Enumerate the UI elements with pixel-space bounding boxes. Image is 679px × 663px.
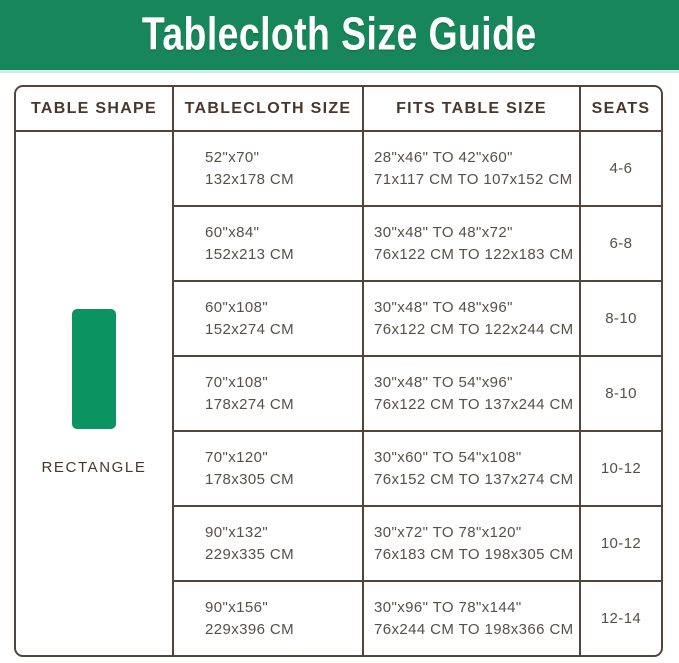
table-row-size bbox=[172, 580, 362, 655]
fits-cm: 76x152 CM TO 137x274 CM bbox=[374, 470, 574, 488]
size-inches: 60"x108" bbox=[205, 298, 269, 316]
table-row-size bbox=[172, 505, 362, 580]
table-row-size bbox=[172, 430, 362, 505]
table-row-fits bbox=[362, 580, 579, 655]
fits-inches: 30"x48" TO 48"x72" bbox=[374, 223, 513, 241]
table-row-fits bbox=[362, 430, 579, 505]
fits-cm: 76x122 CM TO 122x183 CM bbox=[374, 245, 574, 263]
size-guide-table bbox=[14, 85, 663, 657]
table-row-fits bbox=[362, 505, 579, 580]
fits-inches: 30"x48" TO 48"x96" bbox=[374, 298, 513, 316]
column-header-fits-table-size: FITS TABLE SIZE bbox=[362, 87, 579, 130]
size-inches: 60"x84" bbox=[205, 223, 260, 241]
table-row-seats: 8-10 bbox=[579, 355, 661, 430]
table-row-seats: 8-10 bbox=[579, 280, 661, 355]
table-row-seats: 10-12 bbox=[579, 505, 661, 580]
fits-cm: 76x244 CM TO 198x366 CM bbox=[374, 620, 574, 638]
size-cm: 229x396 CM bbox=[205, 620, 295, 638]
column-header-tablecloth-size: TABLECLOTH SIZE bbox=[172, 87, 362, 130]
size-cm: 152x213 CM bbox=[205, 245, 295, 263]
table-row-fits bbox=[362, 205, 579, 280]
fits-cm: 76x183 CM TO 198x305 CM bbox=[374, 545, 574, 563]
table-row-fits bbox=[362, 355, 579, 430]
fits-inches: 30"x96" TO 78"x144" bbox=[374, 598, 522, 616]
table-row-size bbox=[172, 355, 362, 430]
fits-cm: 71x117 CM TO 107x152 CM bbox=[374, 170, 573, 188]
table-row-fits bbox=[362, 130, 579, 205]
shape-label: RECTANGLE bbox=[41, 458, 147, 476]
size-cm: 178x274 CM bbox=[205, 395, 295, 413]
size-cm: 229x335 CM bbox=[205, 545, 295, 563]
table-row-seats: 10-12 bbox=[579, 430, 661, 505]
size-cm: 178x305 CM bbox=[205, 470, 295, 488]
banner-accent-line bbox=[0, 70, 679, 73]
page-title: Tablecloth Size Guide bbox=[142, 8, 537, 61]
title-banner bbox=[0, 0, 679, 70]
fits-cm: 76x122 CM TO 122x244 CM bbox=[374, 320, 574, 338]
rectangle-shape-icon bbox=[72, 309, 116, 429]
table-shape-cell bbox=[16, 130, 172, 655]
size-cm: 132x178 CM bbox=[205, 170, 295, 188]
table-row-size bbox=[172, 130, 362, 205]
table-row-seats: 4-6 bbox=[579, 130, 661, 205]
size-inches: 70"x108" bbox=[205, 373, 269, 391]
table-row-size bbox=[172, 205, 362, 280]
fits-inches: 30"x72" TO 78"x120" bbox=[374, 523, 522, 541]
size-inches: 70"x120" bbox=[205, 448, 269, 466]
fits-inches: 30"x48" TO 54"x96" bbox=[374, 373, 513, 391]
size-inches: 52"x70" bbox=[205, 148, 260, 166]
fits-cm: 76x122 CM TO 137x244 CM bbox=[374, 395, 574, 413]
table-row-seats: 6-8 bbox=[579, 205, 661, 280]
fits-inches: 28"x46" TO 42"x60" bbox=[374, 148, 513, 166]
size-cm: 152x274 CM bbox=[205, 320, 295, 338]
table-row-fits bbox=[362, 280, 579, 355]
column-header-table-shape: TABLE SHAPE bbox=[30, 99, 157, 117]
size-inches: 90"x132" bbox=[205, 523, 269, 541]
table-row-seats: 12-14 bbox=[579, 580, 661, 655]
size-inches: 90"x156" bbox=[205, 598, 269, 616]
fits-inches: 30"x60" TO 54"x108" bbox=[374, 448, 522, 466]
column-header-seats: SEATS bbox=[579, 87, 661, 130]
table-row-size bbox=[172, 280, 362, 355]
